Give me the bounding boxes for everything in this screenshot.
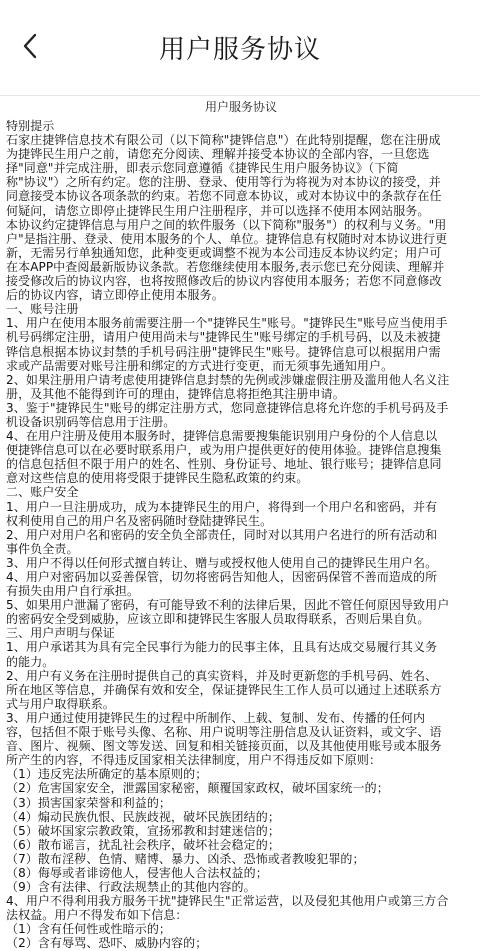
agreement-line: 2、用户有义务在注册时提供自己的真实资料，并及时更新您的手机号码、姓名、 [6, 668, 438, 683]
agreement-line: 册，及其他不能得到许可的理由，捷铧信息将拒绝其注册申请。 [6, 386, 345, 401]
agreement-line: （5）破坏国家宗教政策，宣扬邪教和封建迷信的； [6, 823, 280, 838]
agreement-line: 4、在用户注册及使用本服务时，捷铧信息需要搜集能识别用户身份的个人信息以 [6, 429, 438, 444]
agreement-line: 称"协议"）之所有约定。您的注册、登录、使用等行为将视为对本协议的接受，并 [6, 175, 441, 190]
agreement-line: 户"是指注册、登录、使用本服务的个人、单位。捷铧信息有权随时对本协议进行更 [6, 231, 448, 246]
agreement-line: 同意接受本协议各项条款的约束。若您不同意本协议，或对本协议中的条款存在任 [6, 189, 442, 204]
agreement-line: （2）含有辱骂、恐吓、威胁内容的； [6, 936, 208, 951]
agreement-line: 1、用户承诺其为具有完全民事行为能力的民事主体，且具有达成交易履行其义务 [6, 640, 438, 655]
agreement-line: 何疑问，请您立即停止捷铧民生用户注册程序，并可以选择不使用本网站服务。 [6, 203, 430, 218]
agreement-line: 三、用户声明与保证 [6, 626, 115, 641]
back-button[interactable] [14, 30, 46, 66]
chevron-left-icon [22, 33, 38, 63]
agreement-line: 所在地区等信息，并确保有效和安全，保证捷铧民生工作人员可以通过上述联系方 [6, 682, 442, 697]
agreement-line: 机设备识别码等信息用于注册。 [6, 414, 176, 429]
agreement-line: 音、图片、视频、图文等发送、回复和相关链接页面，以及其他使用账号或本服务 [6, 739, 442, 754]
agreement-line: 接受修改后的协议内容，也将按照修改后的协议内容使用本服务；若您不同意修改 [6, 274, 442, 289]
agreement-line: 5、如果用户泄漏了密码，有可能导致不利的法律后果，因此不管任何原因导致用户 [6, 598, 450, 613]
agreement-line: 本协议约定捷铧信息与用户之间的软件服务（以下简称"服务"）的权利与义务。"用 [6, 217, 447, 232]
agreement-line: 法权益。用户不得发布如下信息： [6, 908, 188, 923]
agreement-line: 容，包括但不限于账号头像、名称、用户说明等注册信息及认证资料，或文字、语 [6, 725, 442, 740]
agreement-line: （9）含有法律、行政法规禁止的其他内容的。 [6, 880, 256, 895]
agreement-line: 3、用户通过使用捷铧民生的过程中所制作、上载、复制、发布、传播的任何内 [6, 710, 426, 725]
agreement-line: 2、用户对用户名和密码的安全负全部责任，同时对以其用户名进行的所有活动和 [6, 527, 438, 542]
agreement-line: （8）侮辱或者诽谤他人，侵害他人合法权益的； [6, 865, 268, 880]
agreement-line: 的密码安全受到威胁，应该立即和捷铧民生客服人员取得联系，否则后果自负。 [6, 612, 430, 627]
agreement-line: 求或产品需要对账号注册和绑定的方式进行变更，而无须事先通知用户。 [6, 358, 394, 373]
agreement-line: （1）违反宪法所确定的基本原则的； [6, 767, 208, 782]
agreement-line: 石家庄捷铧信息技术有限公司（以下简称"捷铧信息"）在此特别提醒，您在注册成 [6, 133, 441, 148]
agreement-line: 机号码绑定注册，请用户使用尚未与"捷铧民生"账号绑定的手机号码，以及未被捷 [6, 330, 441, 345]
agreement-line: 意对这些信息的使用将受限于捷铧民生隐私政策的约束。 [6, 471, 309, 486]
agreement-line: 的信息包括但不限于用户的姓名、性别、身份证号、地址、银行账号；捷铧信息同 [6, 457, 442, 472]
agreement-line: 为捷铧民生用户之前，请您充分阅读、理解并接受本协议的全部内容，一旦您选 [6, 147, 430, 162]
agreement-line: 在本APP中查阅最新版协议条款。若您继续使用本服务,表示您已充分阅读、理解并 [6, 259, 445, 274]
agreement-line: 有损失由用户自行承担。 [6, 584, 140, 599]
agreement-line: 特别提示 [6, 119, 55, 133]
agreement-line: （1）含有任何性或性暗示的； [6, 922, 172, 937]
agreement-line: 1、用户一旦注册成功，成为本捷铧民生的用户，将得到一个用户名和密码，并有 [6, 499, 438, 514]
doc-title: 用户服务协议 [204, 100, 277, 114]
agreement-line: 事件负全责。 [6, 541, 79, 556]
agreement-line: 3、鉴于"捷铧民生"账号的绑定注册方式，您同意捷铧信息将允许您的手机号码及手 [6, 400, 449, 415]
agreement-line: 权利使用自己的用户名及密码随时登陆捷铧民生。 [6, 513, 273, 528]
agreement-line: 的能力。 [6, 654, 55, 669]
app-header [0, 0, 480, 96]
agreement-line: （2）危害国家安全，泄露国家秘密，颠覆国家政权，破坏国家统一的； [6, 781, 389, 796]
agreement-line: 式与用户取得联系。 [6, 696, 115, 711]
agreement-line: 3、用户不得以任何形式擅自转让、赠与或授权他人使用自己的捷铧民生用户名。 [6, 555, 438, 570]
agreement-line: 后的协议内容，请立即停止使用本服务。 [6, 288, 224, 303]
agreement-line: （4）煽动民族仇恨、民族歧视，破坏民族团结的； [6, 809, 280, 824]
page-title: 用户服务协议 [158, 35, 321, 65]
agreement-line: 便捷铧信息可以在必要时联系用户，或为用户提供更好的使用体验。捷铧信息搜集 [6, 443, 442, 458]
agreement-line: 择"同意"并完成注册，即表示您同意遵循《捷铧民生用户服务协议》（下简 [6, 161, 399, 176]
agreement-line: 1、用户在使用本服务前需要注册一个"捷铧民生"账号。"捷铧民生"账号应当使用手 [6, 316, 448, 331]
agreement-line: 4、用户不得利用我方服务干扰"捷铧民生"正常运营，以及侵犯其他用户或第三方合 [6, 894, 449, 909]
agreement-line: 一、账号注册 [6, 302, 79, 317]
agreement-line: 所产生的内容，不得违反国家相关法律制度，用户不得违反如下原则： [6, 753, 382, 768]
agreement-line: 新，无需另行单独通知您，此种变更或调整不视为本公司违反本协议约定；用户可 [6, 245, 442, 260]
agreement-line: 铧信息根据本协议封禁的手机号码注册"捷铧民生"账号。捷铧信息可以根据用户需 [6, 344, 441, 359]
agreement-line: （7）散布淫秽、色情、赌博、暴力、凶杀、恐怖或者教唆犯罪的； [6, 851, 365, 866]
agreement-line: （3）损害国家荣誉和利益的； [6, 795, 172, 810]
agreement-content[interactable] [0, 98, 480, 951]
agreement-line: 4、用户对密码加以妥善保管，切勿将密码告知他人，因密码保管不善而造成的所 [6, 570, 438, 584]
agreement-line: （6）散布谣言，扰乱社会秩序，破坏社会稳定的； [6, 837, 280, 852]
agreement-line: 二、账户安全 [6, 485, 79, 500]
agreement-line: 2、如果注册用户请考虑使用捷铧信息封禁的先例或涉嫌虚假注册及滥用他人名义注 [6, 372, 450, 387]
agreement-text [6, 119, 476, 951]
